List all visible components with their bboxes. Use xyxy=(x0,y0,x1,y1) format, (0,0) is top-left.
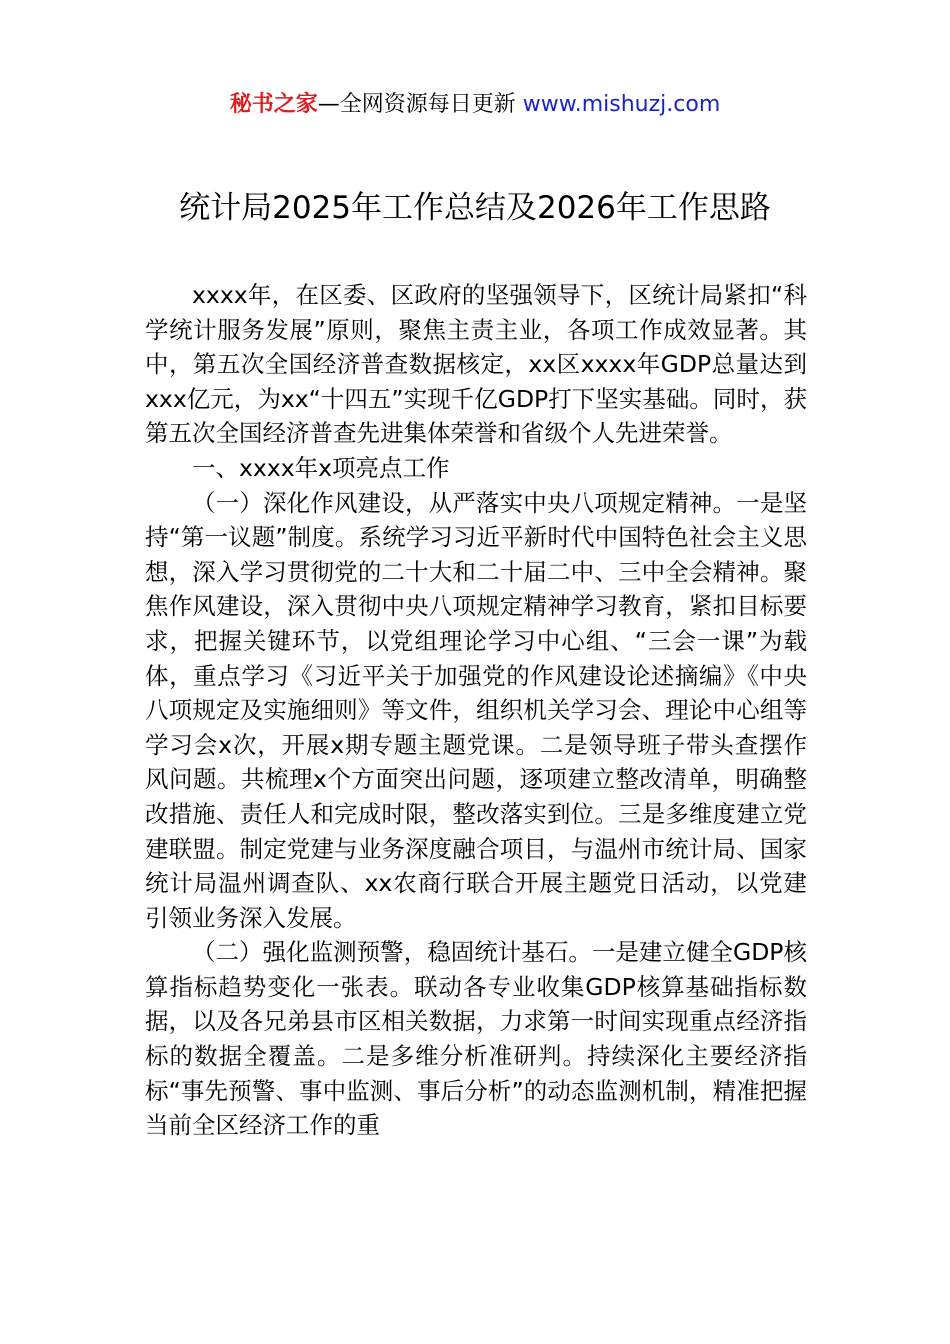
site-tagline: —全网资源每日更新 xyxy=(317,92,516,117)
site-header xyxy=(0,88,950,122)
document-body xyxy=(145,278,807,1143)
section-2-paragraph: （二）强化监测预警，稳固统计基石。一是建立健全GDP核算指标趋势变化一张表。联动各专业收集GDP核算基础指标数据，以及各兄弟县市区相关数据，力求第一时间实现重点经济指标的数据全覆盖。二是多维分析准研判。持续深化主要经济指标“事先预警、事中监测、事后分析”的动态监测机制，精准把握当前全区经济工作的重 xyxy=(145,938,807,1140)
intro-paragraph: xxxx年，在区委、区政府的坚强领导下，区统计局紧扣“科学统计服务发展”原则，聚焦主责主业，各项工作成效显著。其中，第五次全国经济普查数据核定，xx区xxxx年GDP总量达到xxx亿元，为xx“十四五”实现千亿GDP打下坚实基础。同时，获第五次全国经济普查先进集体荣誉和省级个人先进荣誉。 xyxy=(145,281,807,448)
document-title: 统计局2025年工作总结及2026年工作思路 xyxy=(179,190,771,226)
site-url-link[interactable]: www.mishuzj.com xyxy=(522,92,721,117)
site-brand[interactable]: 秘书之家 xyxy=(229,92,318,117)
section-1-paragraph: （一）深化作风建设，从严落实中央八项规定精神。一是坚持“第一议题”制度。系统学习习近平新时代中国特色社会主义思想，深入学习贯彻党的二十大和二十届二中、三中全会精神。聚焦作风建设，深入贯彻中央八项规定精神学习教育，紧扣目标要求，把握关键环节，以党组理论学习中心组、“三会一课”为载体，重点学习《习近平关于加强党的作风建设论述摘编》《中央八项规定及实施细则》等文件，组织机关学习会、理论中心组等学习会x次，开展x期专题主题党课。二是领导班子带头查摆作风问题。共梳理x个方面突出问题，逐项建立整改清单，明确整改措施、责任人和完成时限，整改落实到位。三是多维度建立党建联盟。制定党建与业务深度融合项目，与温州市统计局、国家统计局温州调查队、xx农商行联合开展主题党日活动，以党建引领业务深入发展。 xyxy=(145,488,807,932)
section-heading: 一、xxxx年x项亮点工作 xyxy=(192,453,450,482)
